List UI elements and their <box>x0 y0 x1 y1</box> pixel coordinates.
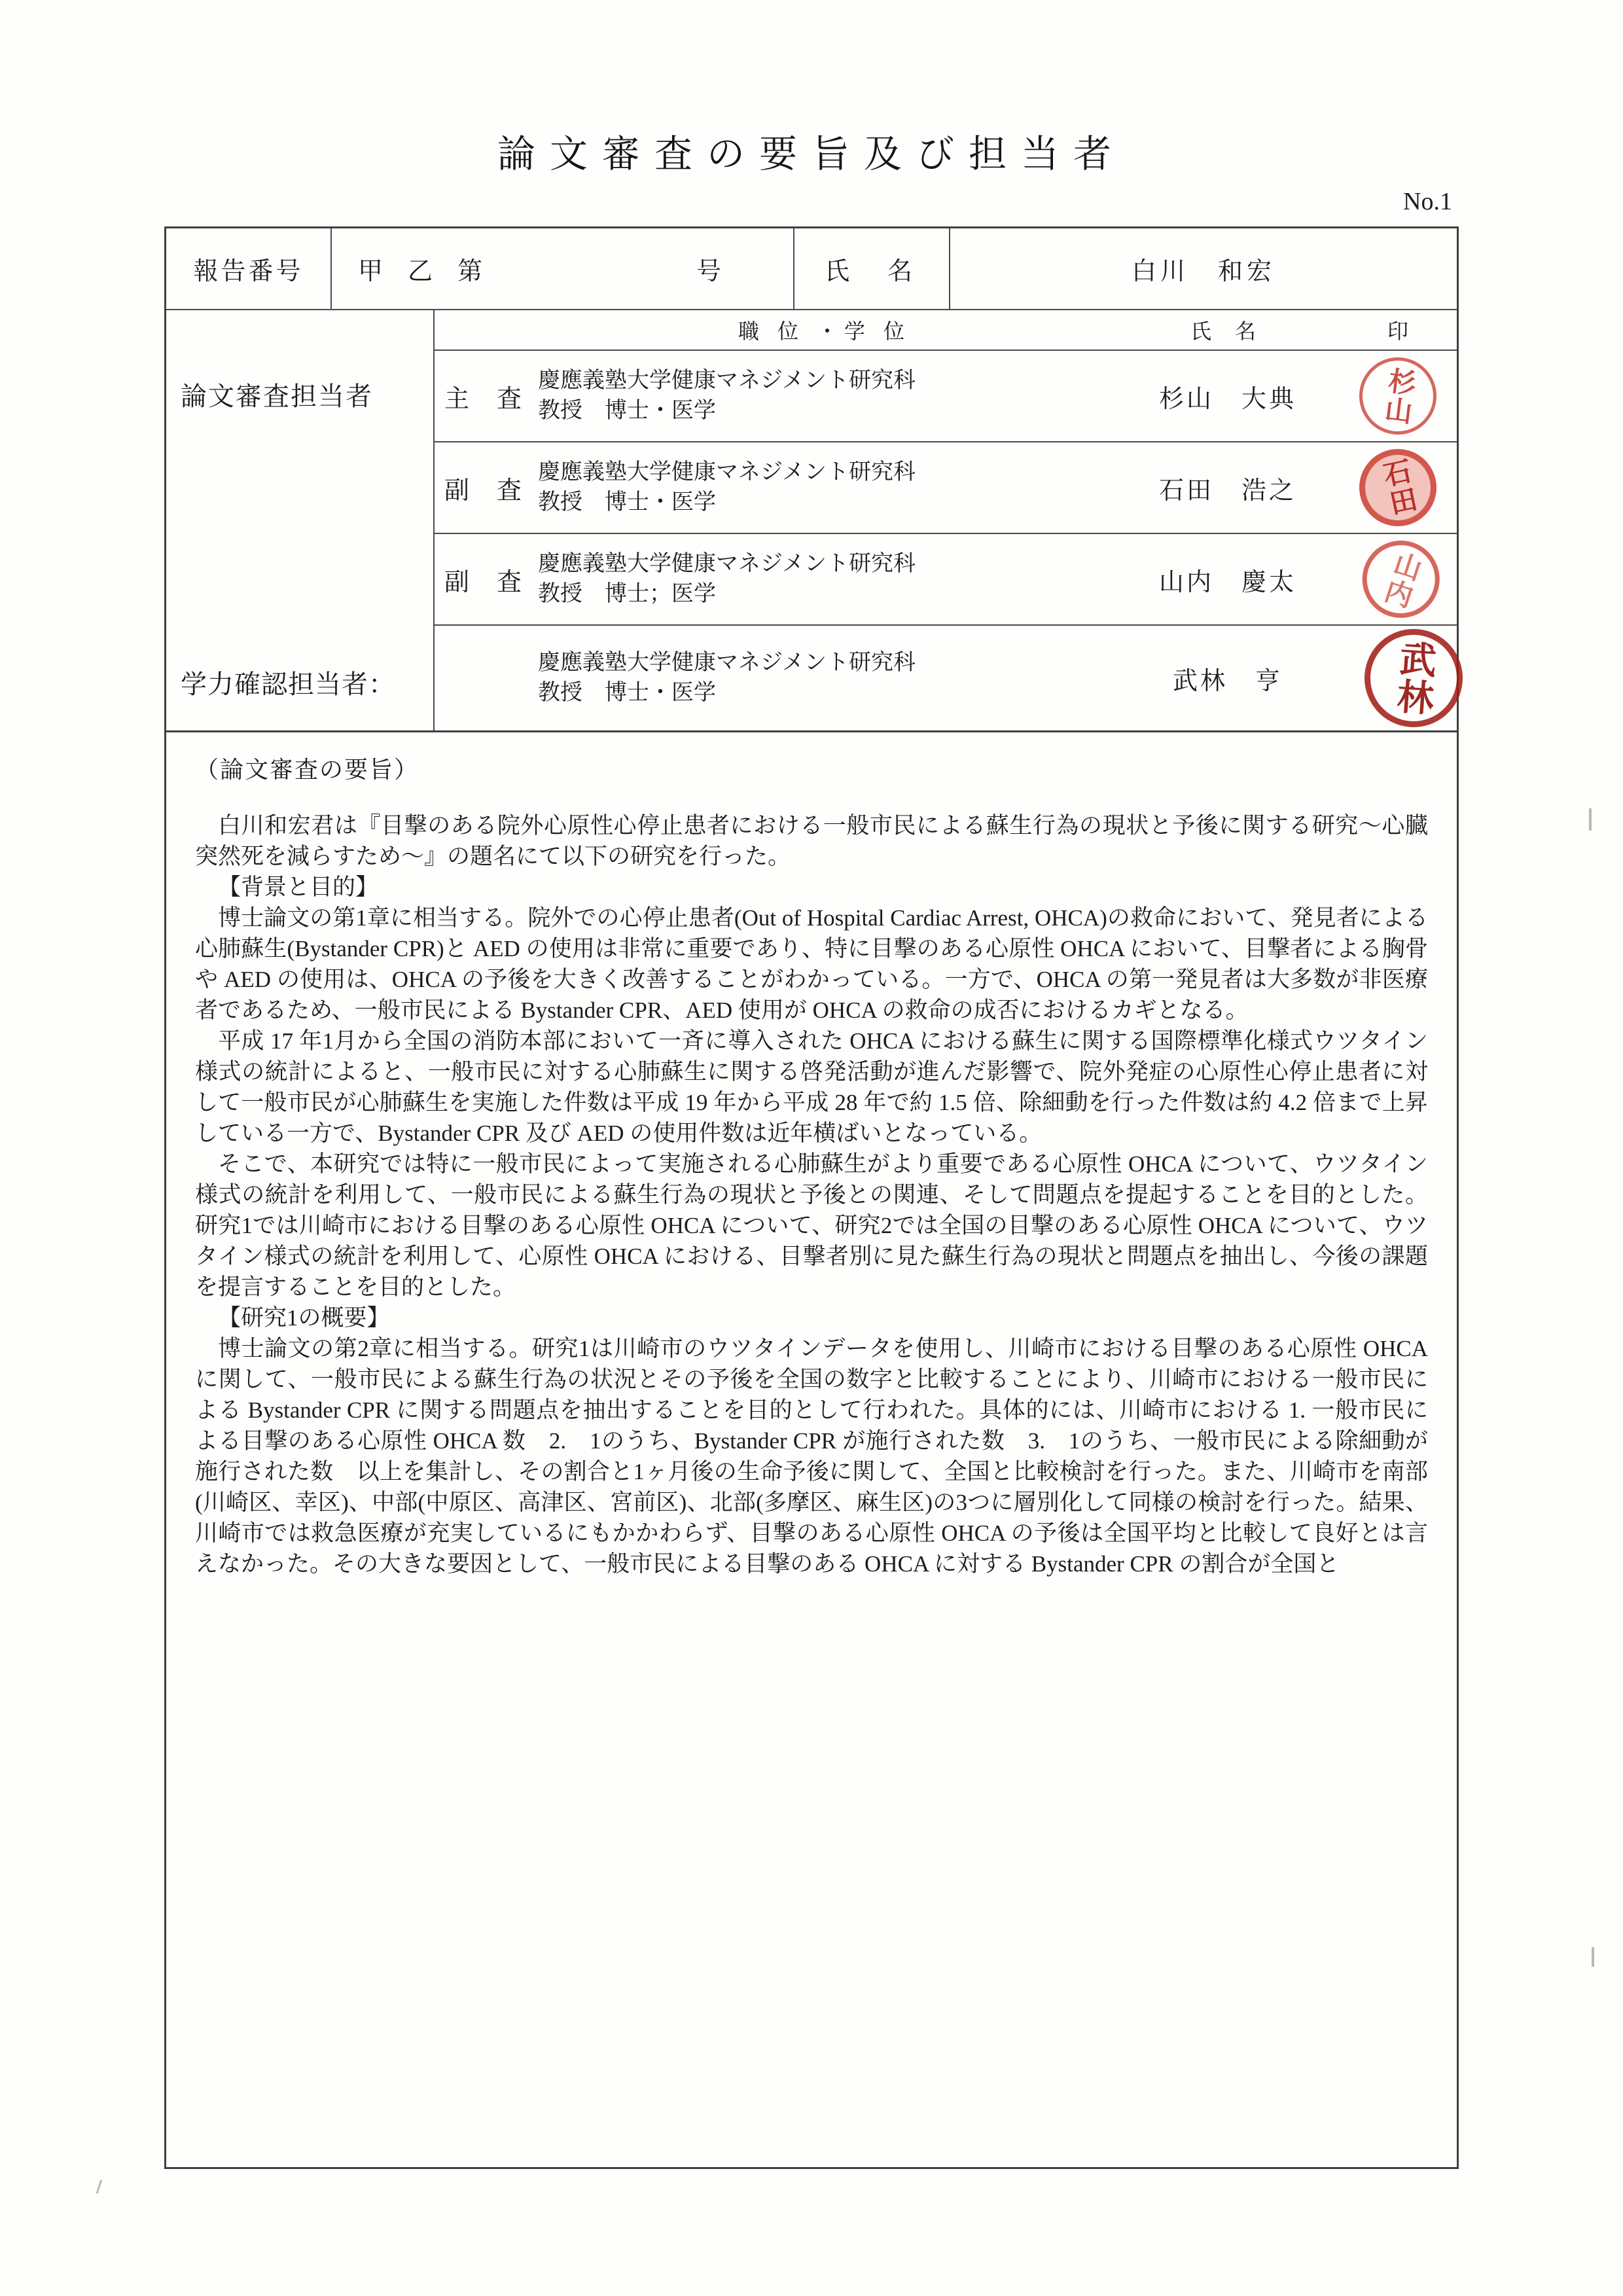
examiner-role: 主 査 <box>444 385 523 413</box>
summary-heading: （論文審査の要旨） <box>195 757 419 783</box>
examiner-label-column <box>166 310 435 730</box>
page-number: No.1 <box>1403 188 1452 215</box>
examiner-affiliation <box>533 366 1116 426</box>
examiner-seal-cell <box>1339 534 1457 624</box>
section-heading-background: 【背景と目的】 <box>218 874 379 900</box>
scan-artifact <box>1589 808 1592 831</box>
hanko-seal: 石田 <box>1352 442 1444 533</box>
examiner-affiliation <box>533 648 1116 708</box>
affiliation-line1: 慶應義塾大学健康マネジメント研究科 <box>538 368 916 393</box>
header-spacer <box>435 310 533 350</box>
affiliation-line1: 慶應義塾大学健康マネジメント研究科 <box>538 552 916 576</box>
examiner-name: 山内 慶太 <box>1158 568 1296 596</box>
report-number-label: 報告番号 <box>166 228 332 309</box>
affiliation-line2: 教授 博士・医学 <box>538 490 716 514</box>
examiner-role: 副 査 <box>444 568 523 596</box>
paragraph: そこで、本研究では特に一般市民によって実施される心肺蘇生がより重要である心原性 OHCA について、ウツタイン様式の統計を利用して、一般市民による蘇生行為の現状と予後との関連、そして問題点を提起することを目的とした。研究1では川崎市における目撃のある心原性 OHCA について、研究2では全国の目撃のある心原性 OHCA について、ウツタイン様式の統計を利用して、心原性 OHCA における、目撃者別に見た蘇生行為の現状と問題点を抽出し、今後の課題を提言することを目的とした。 <box>195 1151 1428 1300</box>
report-row <box>166 228 1457 310</box>
hanko-seal: 山内 <box>1352 531 1450 628</box>
position-degree-header: 職 位 ・学 位 <box>738 319 911 343</box>
examiner-seal-cell <box>1339 351 1457 441</box>
report-number-suffix: 号 <box>696 258 721 285</box>
examiner-affiliation <box>533 549 1116 609</box>
candidate-name-value: 白川 和宏 <box>1131 258 1275 285</box>
paragraph: 平成 17 年1月から全国の消防本部において一斉に導入された OHCA における蘇生に関する国際標準化様式ウツタイン様式の統計によると、一般市民に対する心肺蘇生に関する啓発活動が進んだ影響で、院外発症の心原性心停止患者に対して一般市民が心肺蘇生を実施した件数は平成 19 年から平成 28 年で約 1.5 倍、除細動を行った件数は約 4.2 倍まで上昇している一方で、Bystander CPR 及び AED の使用件数は近年横ばいとなっている。 <box>195 1028 1428 1146</box>
candidate-name-label: 氏 名 <box>794 228 950 309</box>
examiner-row-chief <box>435 351 1457 442</box>
seal-header: 印 <box>1387 319 1408 343</box>
examiner-name: 武林 亨 <box>1172 667 1283 695</box>
examiner-rows <box>166 310 1457 730</box>
examiner-affiliation <box>533 457 1116 518</box>
paragraph: 博士論文の第2章に相当する。研究1は川崎市のウツタインデータを使用し、川崎市における目撃のある心原性 OHCA に関して、一般市民による蘇生行為の状況とその予後を全国の数字と比較することにより、川崎市における一般市民による Bystander CPR に関する問題点を抽出することを目的として行われた。具体的には、川崎市における 1. 一般市民による目撃のある心原性 OHCA 数 2. 1のうち、Bystander CPR が施行された数 3. 1のうち、一般市民による除細動が施行された数 以上を集計し、その割合と1ヶ月後の生命予後に関して、全国と比較検討を行った。また、川崎市を南部(川崎区、幸区)、中部(中原区、高津区、宮前区)、北部(多摩区、麻生区)の3つに層別化して同様の検討を行った。結果、川崎市では救急医療が充実しているにもかかわらず、目撃のある心原性 OHCA の予後は全国平均と比較して良好とは言えなかった。その大きな要因として、一般市民による目撃のある OHCA に対する Bystander CPR の割合が全国と <box>195 1336 1428 1577</box>
review-summary-section <box>166 732 1457 2167</box>
examiner-seal-cell <box>1339 626 1457 730</box>
examiner-name: 杉山 大典 <box>1158 385 1296 413</box>
academic-confirmer-label: 学力確認担当者： <box>181 670 395 699</box>
examiner-rows-column <box>435 310 1457 730</box>
examiner-row-academic <box>435 626 1457 730</box>
section-heading-study1: 【研究1の概要】 <box>218 1305 390 1331</box>
hanko-seal: 武林 <box>1361 626 1466 730</box>
examiner-header-row <box>435 310 1457 351</box>
scan-artifact <box>1592 1947 1594 1967</box>
examiner-table <box>166 228 1457 732</box>
examiner-role: 副 査 <box>444 476 523 505</box>
examiner-seal-cell <box>1339 442 1457 533</box>
scan-artifact <box>96 2179 103 2194</box>
affiliation-line2: 教授 博士・医学 <box>538 681 716 705</box>
affiliation-line1: 慶應義塾大学健康マネジメント研究科 <box>538 651 916 675</box>
report-number-value <box>332 228 794 309</box>
affiliation-line1: 慶應義塾大学健康マネジメント研究科 <box>538 460 916 484</box>
thesis-reviewers-label: 論文審査担当者 <box>181 382 373 411</box>
form-box <box>164 226 1459 2169</box>
examiner-row-deputy1 <box>435 442 1457 534</box>
name-header: 氏 名 <box>1190 319 1265 343</box>
summary-intro: 白川和宏君は『目撃のある院外心原性心停止患者における一般市民による蘇生行為の現状と予後に関する研究〜心臓突然死を減らすため〜』の題名にて以下の研究を行った。 <box>195 813 1428 869</box>
examiner-name: 石田 浩之 <box>1158 476 1296 505</box>
affiliation-line2: 教授 博士；医学 <box>538 582 716 606</box>
paragraph: 博士論文の第1章に相当する。院外での心停止患者(Out of Hospital Cardiac Arrest, OHCA)の救命において、発見者による心肺蘇生(Bystander CPR)と AED の使用は非常に重要であり、特に目撃のある心原性 OHCA において、目撃者による胸骨や AED の使用は、OHCA の予後を大きく改善することがわかっている。一方で、OHCA の第一発見者は大多数が非医療者であるため、一般市民による Bystander CPR、AED 使用が OHCA の救命の成否におけるカギとなる。 <box>195 905 1428 1023</box>
hanko-seal: 杉山 <box>1355 353 1441 439</box>
report-number-prefix: 甲 乙 第 <box>358 258 483 285</box>
document-title: 論文審査の要旨及び担当者 <box>497 133 1126 175</box>
affiliation-line2: 教授 博士・医学 <box>538 399 716 423</box>
examiner-row-deputy2 <box>435 534 1457 626</box>
